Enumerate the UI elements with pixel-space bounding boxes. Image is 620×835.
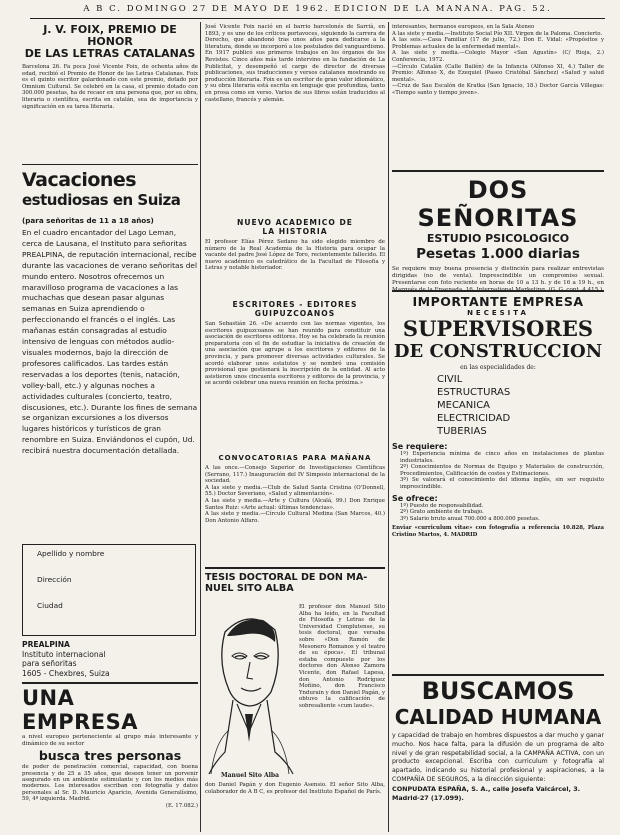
vacaciones-title-1: Vacaciones [22,169,137,191]
spec-item: MECANICA [437,400,491,411]
empresa-ad [22,686,198,809]
portrait-drawing [205,602,295,778]
imp-supervisores: SUPERVISORES [402,316,594,341]
spec-item: CIVIL [437,374,463,385]
field-city[interactable] [37,601,189,623]
spec-item: TUBERIAS [437,426,487,437]
convocatoria-item: A las siete y media.—Arte y Cultura (Alcalá, 99.) Don Enrique Santos Ruiz: «Arte actual: últimas tendencias». [205,497,385,511]
field-address[interactable] [37,575,189,601]
convocatoria-item: A las siete y media.—Instituto Social Pío XII. Virgen de la Paloma. Concierto. [392,30,603,37]
column-1 [22,22,198,822]
column-3 [392,22,604,822]
convocatorias-cont [392,24,604,97]
requiere-label: Se requiere: [392,442,448,451]
imp-especialidades: en las especialidades de: [460,364,536,371]
foix-article [22,24,198,110]
escritores-title-2: GUIPUZCOANOS [254,309,336,318]
ofrece-label: Se ofrece: [392,493,438,503]
field-city-label: Ciudad [37,601,63,610]
escritores-title-1: ESCRITORES - EDITORES [232,300,358,309]
ofrece-item: 1º) Puesto de responsabilidad. [400,502,484,509]
dos-price: Pesetas 1.000 diarias [416,246,580,262]
imp-construccion: DE CONSTRUCCION [393,341,603,362]
prealpina-name: PREALPINA [22,640,70,649]
column-rule [388,22,389,832]
empresa-ref: (E. 17.082.) [165,802,198,809]
page-header: A B C. DOMINGO 27 DE MAYO DE 1962. EDICION DE LA MAÑANA. PAG. 52. [30,4,605,19]
buscamos-title-1: BUSCAMOS [421,677,575,705]
foix-title-1: J. V. FOIX, PREMIO DE HONOR [43,23,177,48]
tesis-article [205,572,385,594]
convocatoria-item: A las siete y media.—Club de Salud Santa Cristina (O'Donnell, 55.) Doctor Severiano, «Salud y alimentación». [205,484,385,498]
dos-title: DOS SEÑORITAS [417,176,579,232]
convocatorias-title: CONVOCATORIAS PARA MAÑANA [218,454,372,462]
buscamos-ad [392,678,604,802]
prealpina-line: 1605 - Chexbres, Suiza [22,668,110,678]
convocatoria-item: A las once.—Consejo Superior de Investigaciones Científicas (Serrano, 117.) Inauguración del IV Simposio internacional de la sociedad. [205,465,385,485]
importante-empresa-ad [392,294,604,539]
convocatoria-item: A las seis.—Casa Familiar (17 de julio, 72.) Don E. Vidal: «Propósitos y Problemas actuales de la enfermedad mental». [392,37,604,50]
dos-subtitle: ESTUDIO PSICOLOGICO [426,232,570,245]
academico-title-1: NUEVO ACADEMICO DE [237,218,353,227]
tesis-end: don Daniel Pagán y don Eugenio Asensio. El señor Sito Alba, colaborador de A B C, es profesor del Instituto Español de París. [205,782,385,795]
buscamos-title-2: CALIDAD HUMANA [394,705,602,729]
convocatorias [205,454,385,524]
imp-spec-list [392,373,604,438]
academico-article [205,218,385,272]
field-name[interactable] [37,549,189,575]
foix-title-2: DE LAS LETRAS CATALANAS [24,47,196,60]
imp-contact: Enviar «curriculum vitae» con fotografía a referencia 10.828, Plaza Cristino Martos, 4. MADRID [392,525,604,538]
vacaciones-subtitle: (para señoritas de 11 a 18 años) [22,216,154,225]
field-address-label: Dirección [37,575,72,584]
vacaciones-title-2: estudiosas en Suiza [22,191,181,209]
ofrece-item: 3º) Salario bruto anual 700.000 a 800.000 pesetas. [400,515,540,522]
convocatoria-item: —Cruz de Sau Escalón de Kratka (San Ignacio, 18.) Doctor García Villegas: «Tiempo santo y tiempo joven». [392,83,604,96]
convocatoria-item: —Círculo Catalán (Calle Bailén) de la Infancia (Alfonso XI, 4.) Taller de Premio: Alfonso X, de Ezequiel (Paseo Cristóbal Sánchez) «Salud y salud mental». [392,63,604,83]
divider [205,567,385,569]
empresa-lead: a nivel europeo perteneciente al grupo más interesante y dinámico de su sector [22,734,198,747]
academico-body: El profesor Elías Pérez Sedano ha sido elegido miembro de número de la Real Academia de la Historia para ocupar la vacante del padre José López de Toro, recientemente fallecido. El nuevo académico es catedrático de la Facultad de Filosofía y Letras y notable historiador. [205,239,385,272]
foix-body: Barcelona 26. Fa poca José Vicente Foix, de ochenta años de edad, recibió el Premio de Honor de las Letras Catalanas. Foix es el quinto escritor galardonado con este premio, dotado por Omnium Cultural. Se celebró en la casa, el premio dotado con 300.000 pesetas, ha de recaer en una persona que, por su obra, literaria o científica, escrita en catalán, sea de importancia y significación en su tarea literaria. [22,64,198,110]
empresa-body: de poder de penetración comercial, capacidad, con buena presencia y de 25 a 35 años, que deseen tener un porvenir asegurado en un ambiente estimulante y con los medios más modernos. Los interesados escriban con fotografía y datos personales al Sr. D. Mauricio Aparicio, Avenida Generalísimo, 59, 4º izquierda. Madrid. [22,764,198,803]
foix-continuation: José Vicente Foix nació en el barrio barcelonés de Sarrià, en 1893, y es uno de los críticos portavoces, siguiendo la carrera de Derecho, que abandonó tras unos años para dedicarse a la literatura, donde se incorporó a los postulados del vanguardismo. En 1917 publicó sus primeros trabajos en los órganos de los Revistes. Cinco años más tarde intervino en la fundación de La Publicitat, y desempeñó el cargo de director de diversas publicaciones, sus traducciones y versos catalanes mostrando su producción literaria. Foix es un escritor de gran valor idiomático, y su obra literaria está escrita en lenguaje que profundiza, tanto en prosa como en verso. Varios de sus libros están traducidos al castellano, francés y alemán. [205,24,385,103]
ofrece-list [392,503,604,523]
prealpina-line: Instituto internacional [22,649,106,659]
coupon-form [22,544,196,636]
column-rule [200,22,201,832]
empresa-title: UNA EMPRESA [22,686,139,734]
dos-body: Se requiere muy buena presencia y distinción para realizar entrevistas dirigidas (no de venta). Imprescindible un compromiso sexual. Presentarse con foto reciente en horas de 10 a 13 h. y de 16 a 19 h., en [392,266,604,286]
prealpina-line: para señoritas [22,659,77,669]
divider [22,164,198,165]
spec-item: ELECTRICIDAD [437,413,511,424]
divider [392,170,604,172]
imp-necesita: NECESITA [467,309,529,317]
divider [392,674,604,676]
requiere-item: 3º) Se valorará el conocimiento del idioma inglés, sin ser requisito imprescindible. [400,477,604,490]
requiere-list [392,451,604,491]
portrait-caption: Manuel Sito Alba [221,772,279,779]
convocatoria-item: interesantes, hermanos europeos, en la Sala Ateneo [392,24,535,30]
ofrece-item: 2º) Grato ambiente de trabajo. [400,509,484,516]
requiere-item: 1º) Experiencia mínima de cinco años en instalaciones de plantas industriales. [400,451,604,464]
escritores-article [205,300,385,387]
vacaciones-body: En el cuadro encantador del Lago Leman, cerca de Lausana, el Instituto para señoritas PREALPINA, de reputación internacional, recibe durante las vacaciones de verano señoritas del mundo entero. Nosotros ofrecemos un maravilloso programa de vacaciones a las muchachas que desean pasar algunas semanas en Suiza aprendiendo o perfeccionando el francés o el inglés. Las mañanas están consagradas al estudio intensivo de lenguas con métodos audio-visuales modernos, bajo la dirección de profesores calificados. Las tardes están reservadas a los deportes (tenis, natación, volley-ball, etc.) y algunas noches a actividades culturales (concierto, teatro, discusiones, etc.). Durante los fines de semana se organizan excursiones a los diversos lugares históricos y turísticos de gran renombre en Suiza. Enviándonos el cupón, Ud. recibirá nuestra documentación detallada. [22,228,198,456]
column-2 [205,22,385,822]
prealpina-address [22,640,198,678]
buscamos-contact: CONPUDATA ESPAÑA, S. A., calle Josefa Valcárcel, 3. Madrid-27 (17.099). [392,784,581,802]
field-name-label: Apellido y nombre [37,549,105,558]
academico-title-2: LA HISTORIA [262,227,328,236]
escritores-body: San Sebastián 26. «De acuerdo con las normas vigentes, los escritores guipuzcoanos se han reunido para constituir una asociación de escritores editores. Hoy se ha celebrado la reunión preparatoria con el fin de estudiar la iniciativa de creación de una asociación que agrupe a los escritores y editores de la provincia, y para promover diversas actividades culturales. Se acordó elaborar unos estatutos y se nombró una comisión provisional que gestionará la inscripción de la entidad. Al acto asistieron unos cincuenta escritores y editores de la provincia, y se acordó celebrar una nueva reunión en fecha próxima.» [205,321,385,387]
divider [392,290,604,292]
tesis-body: El profesor don Manuel Sito Alba ha leído, en la Facultad de Filosofía y Letras de la Universidad Complutense, su tesis doctoral, que versaba sobre «Don Ramón de Mesonero Romanos y el teatro de su época». El tribunal estaba compuesto por los doctores don Alonso Zamora Vicente, don Rafael Lapesa, don Antonio Rodríguez Moñino, don Francisco Yndurain y don Daniel Pagán, y obtuvo la calificación de sobresaliente «cum laude». [299,604,385,709]
vacaciones-ad [22,170,198,457]
imp-title: IMPORTANTE EMPRESA [412,294,584,309]
buscamos-body: y capacidad de trabajo en hombres dispuestos a dar mucho y ganar mucho. Nos hace falta, para la difusión de un programa de alto nivel y de gran respetabilidad social, a la CAMPAÑA ACTIVA, con un producto excepcional. Escriba con curriculum y fotografía al apartado, indicando su historial profesional y aspiraciones, a la COMPAÑÍA DE SEGUROS, a la dirección siguiente: [392,732,604,783]
convocatoria-item: A las siete y media.—Colegio Mayor «San Agustín» (C/ Rioja, 2.) Conferencia, 1972. [392,50,604,63]
divider [22,682,198,684]
tesis-title-1: TESIS DOCTORAL DE DON MA- [205,572,368,583]
portrait-photo [205,602,295,778]
convocatoria-item: A las siete y media.—Círculo Cultural Medina (San Marcos, 40.) Don Antonio Alfaro. [205,511,385,524]
dos-senoritas-ad [392,176,604,294]
spec-item: ESTRUCTURAS [437,387,511,398]
empresa-busca: busca tres personas [38,748,182,764]
tesis-title-2: NUEL SITO ALBA [205,583,294,594]
requiere-item: 2º) Conocimientos de Normas de Equipo y Materiales de construcción, Procedimientos, Calificación de costos y Estimaciones. [400,464,604,477]
